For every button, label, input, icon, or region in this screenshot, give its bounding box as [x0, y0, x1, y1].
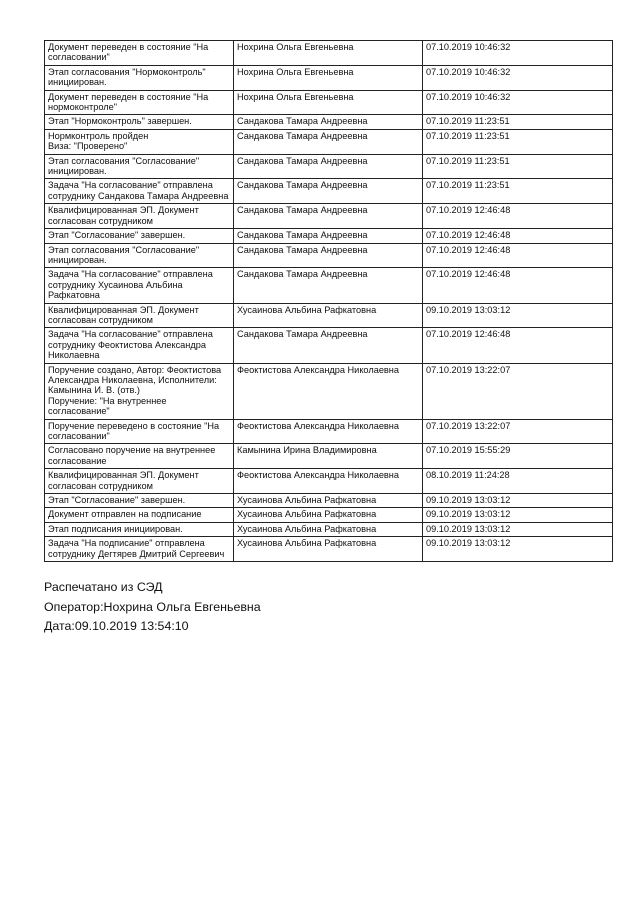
timestamp-cell: 07.10.2019 10:46:32 — [423, 65, 613, 90]
event-cell: Поручение создано, Автор: Феоктистова Александра Николаевна, Исполнители: Камынина И. В. (отв.) Поручение: "На внутреннее согласование" — [45, 363, 234, 419]
event-cell: Задача "На подписание" отправлена сотруднику Дегтярев Дмитрий Сергеевич — [45, 537, 234, 562]
timestamp-cell: 09.10.2019 13:03:12 — [423, 508, 613, 522]
timestamp-cell: 07.10.2019 10:46:32 — [423, 90, 613, 115]
user-cell: Феоктистова Александра Николаевна — [234, 419, 423, 444]
event-cell: Документ переведен в состояние "На нормоконтроле" — [45, 90, 234, 115]
event-cell: Этап согласования "Согласование" инициирован. — [45, 243, 234, 268]
user-cell: Феоктистова Александра Николаевна — [234, 469, 423, 494]
timestamp-cell: 07.10.2019 12:46:48 — [423, 204, 613, 229]
timestamp-cell: 09.10.2019 13:03:12 — [423, 303, 613, 328]
print-date-label: Дата:09.10.2019 13:54:10 — [44, 619, 189, 634]
printed-from-label: Распечатано из СЭД — [44, 580, 163, 594]
event-cell: Этап согласования "Согласование" инициирован. — [45, 154, 234, 179]
operator-label: Оператор:Нохрина Ольга Евгеньевна — [44, 599, 261, 614]
table-row — [45, 41, 613, 66]
timestamp-cell: 08.10.2019 11:24:28 — [423, 469, 613, 494]
event-cell: Задача "На согласование" отправлена сотруднику Феоктистова Александра Николаевна — [45, 328, 234, 363]
timestamp-cell: 09.10.2019 13:03:12 — [423, 494, 613, 508]
user-cell: Нохрина Ольга Евгеньевна — [234, 41, 423, 66]
history-table-body — [45, 41, 613, 562]
print-footer — [44, 578, 261, 637]
table-row — [45, 419, 613, 444]
user-cell: Камынина Ирина Владимировна — [234, 444, 423, 469]
table-row — [45, 243, 613, 268]
event-cell: Квалифицированная ЭП. Документ согласован сотрудником — [45, 303, 234, 328]
user-cell: Сандакова Тамара Андреевна — [234, 328, 423, 363]
table-row — [45, 65, 613, 90]
event-cell: Задача "На согласование" отправлена сотруднику Хусаинова Альбина Рафкатовна — [45, 268, 234, 303]
timestamp-cell: 07.10.2019 12:46:48 — [423, 243, 613, 268]
table-row — [45, 469, 613, 494]
event-cell: Этап "Согласование" завершен. — [45, 229, 234, 243]
timestamp-cell: 07.10.2019 12:46:48 — [423, 268, 613, 303]
event-cell: Этап "Согласование" завершен. — [45, 494, 234, 508]
event-cell: Задача "На согласование" отправлена сотруднику Сандакова Тамара Андреевна — [45, 179, 234, 204]
timestamp-cell: 07.10.2019 15:55:29 — [423, 444, 613, 469]
event-cell: Поручение переведено в состояние "На согласовании" — [45, 419, 234, 444]
table-row — [45, 229, 613, 243]
user-cell: Сандакова Тамара Андреевна — [234, 229, 423, 243]
user-cell: Феоктистова Александра Николаевна — [234, 363, 423, 419]
user-cell: Сандакова Тамара Андреевна — [234, 268, 423, 303]
table-row — [45, 444, 613, 469]
table-row — [45, 508, 613, 522]
user-cell: Хусаинова Альбина Рафкатовна — [234, 508, 423, 522]
user-cell: Хусаинова Альбина Рафкатовна — [234, 522, 423, 536]
table-row — [45, 494, 613, 508]
event-cell: Этап подписания инициирован. — [45, 522, 234, 536]
timestamp-cell: 07.10.2019 10:46:32 — [423, 41, 613, 66]
event-cell: Квалифицированная ЭП. Документ согласован сотрудником — [45, 204, 234, 229]
table-row — [45, 363, 613, 419]
timestamp-cell: 09.10.2019 13:03:12 — [423, 537, 613, 562]
user-cell: Сандакова Тамара Андреевна — [234, 204, 423, 229]
table-row — [45, 179, 613, 204]
timestamp-cell: 07.10.2019 13:22:07 — [423, 363, 613, 419]
timestamp-cell: 07.10.2019 11:23:51 — [423, 154, 613, 179]
event-cell: Квалифицированная ЭП. Документ согласован сотрудником — [45, 469, 234, 494]
table-row — [45, 328, 613, 363]
table-row — [45, 537, 613, 562]
user-cell: Сандакова Тамара Андреевна — [234, 179, 423, 204]
event-cell: Согласовано поручение на внутреннее согласование — [45, 444, 234, 469]
user-cell: Сандакова Тамара Андреевна — [234, 154, 423, 179]
timestamp-cell: 09.10.2019 13:03:12 — [423, 522, 613, 536]
timestamp-cell: 07.10.2019 12:46:48 — [423, 328, 613, 363]
table-row — [45, 90, 613, 115]
user-cell: Сандакова Тамара Андреевна — [234, 129, 423, 154]
user-cell: Хусаинова Альбина Рафкатовна — [234, 303, 423, 328]
table-row — [45, 204, 613, 229]
event-cell: Этап согласования "Нормоконтроль" инициирован. — [45, 65, 234, 90]
event-cell: Документ отправлен на подписание — [45, 508, 234, 522]
table-row — [45, 154, 613, 179]
history-table — [44, 40, 613, 562]
timestamp-cell: 07.10.2019 11:23:51 — [423, 179, 613, 204]
timestamp-cell: 07.10.2019 11:23:51 — [423, 115, 613, 129]
timestamp-cell: 07.10.2019 13:22:07 — [423, 419, 613, 444]
user-cell: Сандакова Тамара Андреевна — [234, 243, 423, 268]
user-cell: Нохрина Ольга Евгеньевна — [234, 90, 423, 115]
timestamp-cell: 07.10.2019 11:23:51 — [423, 129, 613, 154]
table-row — [45, 115, 613, 129]
user-cell: Хусаинова Альбина Рафкатовна — [234, 537, 423, 562]
event-cell: Документ переведен в состояние "На согласовании" — [45, 41, 234, 66]
event-cell: Этап "Нормоконтроль" завершен. — [45, 115, 234, 129]
event-cell: Нормконтроль пройден Виза: "Проверено" — [45, 129, 234, 154]
user-cell: Нохрина Ольга Евгеньевна — [234, 65, 423, 90]
table-row — [45, 129, 613, 154]
timestamp-cell: 07.10.2019 12:46:48 — [423, 229, 613, 243]
user-cell: Сандакова Тамара Андреевна — [234, 115, 423, 129]
user-cell: Хусаинова Альбина Рафкатовна — [234, 494, 423, 508]
table-row — [45, 303, 613, 328]
table-row — [45, 522, 613, 536]
table-row — [45, 268, 613, 303]
